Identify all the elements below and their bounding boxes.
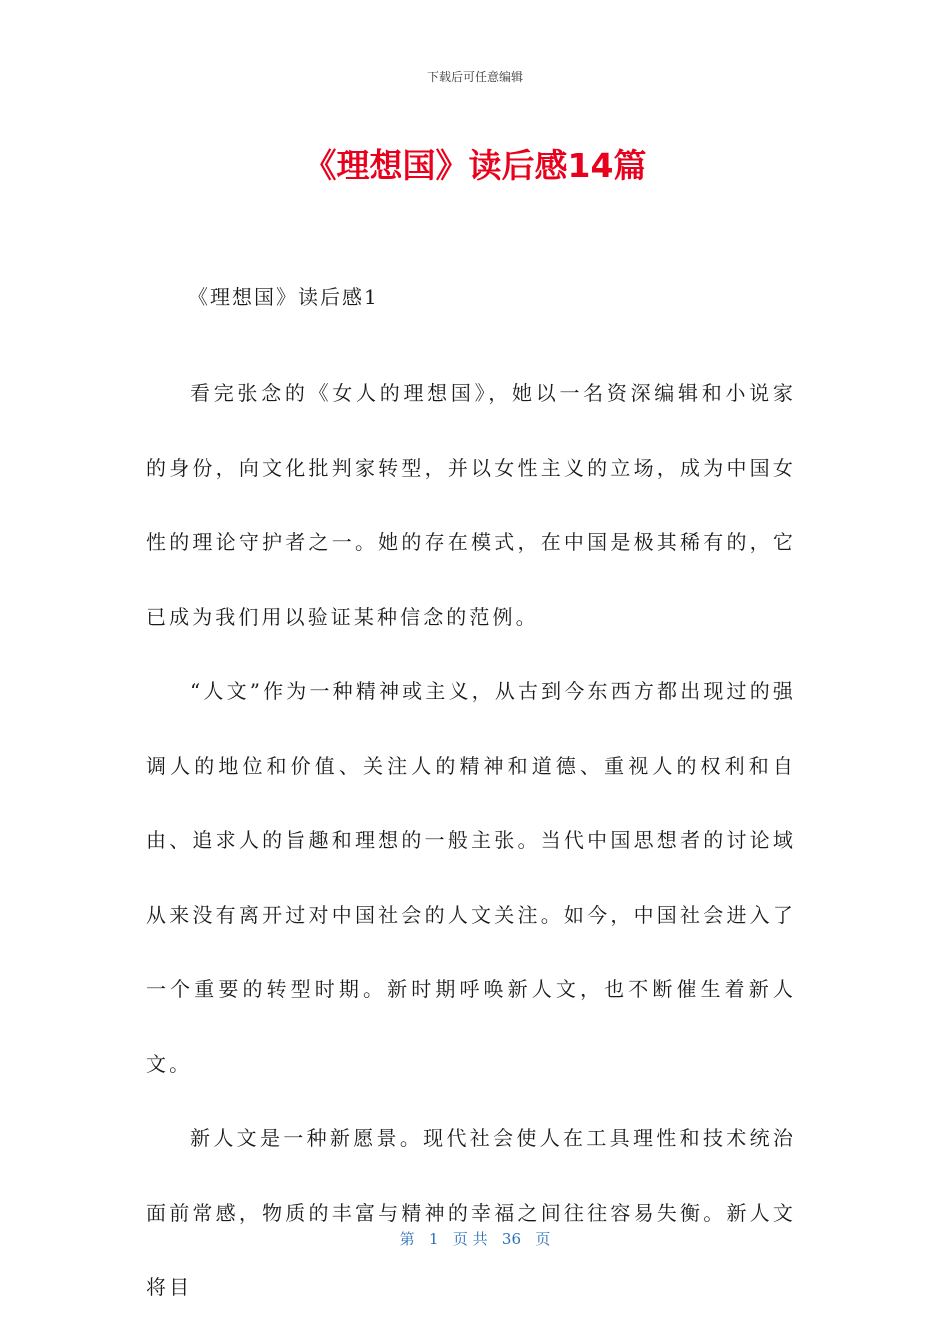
header-note: 下载后可任意编辑 [426,70,523,84]
document-title: 《理想国》读后感14篇 [303,146,647,185]
total-pages: 36 [501,1230,522,1248]
section-heading: 《理想国》读后感1 [188,285,379,309]
footer-label-page: 第 [399,1230,415,1248]
footer-label-mid: 页 共 [452,1230,488,1248]
paragraph-3: 新人文是一种新愿景。现代社会使人在工具理性和技术统治面前常感，物质的丰富与精神的幸福之间往往容易失衡。新人文将目 [146,1126,796,1299]
paragraph-2: “人文”作为一种精神或主义，从古到今东西方都出现过的强调人的地位和价值、关注人的精神和道德、重视人的权利和自由、追求人的旨趣和理想的一般主张。当代中国思想者的讨论域从来没有离开过对中国社会的人文关注。如今，中国社会进入了一个重要的转型时期。新时期呼唤新人文，也不断催生着新人文。 [146,679,796,1076]
paragraph-1: 看完张念的《女人的理想国》，她以一名资深编辑和小说家的身份，向文化批判家转型，并以女性主义的立场，成为中国女性的理论守护者之一。她的存在模式，在中国是极其稀有的，它已成为我们用以验证某种信念的范例。 [146,381,796,629]
document-body [146,282,796,1325]
page-footer [0,1228,950,1249]
current-page-number: 1 [428,1230,439,1248]
footer-label-end: 页 [535,1230,551,1248]
